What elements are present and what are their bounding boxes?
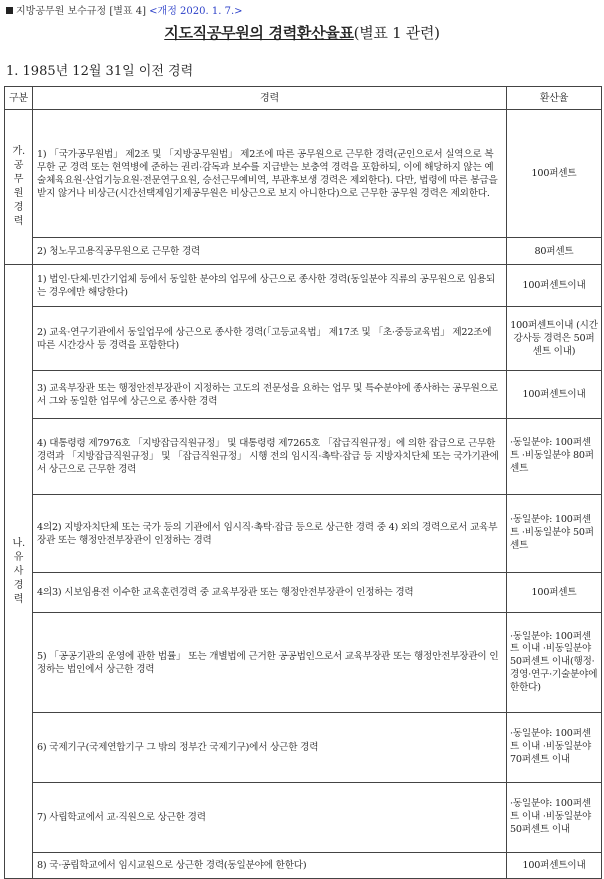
regulation-name: 지방공무원 보수규정	[16, 6, 107, 17]
regulation-header	[6, 2, 243, 17]
table-row	[5, 419, 602, 495]
category-cell-na	[5, 265, 33, 879]
career-cell: 4) 대통령령 제7976호 「지방잡급직원규정」 및 대통령령 제7265호 「잡급직원규정」에 의한 잡급으로 근무한 경력과 「지방잡급직원규정」 및 「잡급직원규정」 시행 전의 임시직·촉탁·잡급 등 지방자치단체 또는 국가기관에서 상근으로 근무한 경력	[33, 419, 507, 495]
career-cell: 4의2) 지방자치단체 또는 국가 등의 기관에서 임시직·촉탁·잡급 등으로 상근한 경력 중 4) 외의 경력으로서 교육부장관 또는 행정안전부장관이 인정하는 경력	[33, 495, 507, 573]
rate-cell: ·동일분야: 100퍼센트 이내 ·비동일분야 50퍼센트 이내	[507, 783, 602, 853]
category-label: 가.공무원경력	[12, 146, 25, 227]
career-cell: 1) 법인·단체·민간기업체 등에서 동일한 분야의 업무에 상근으로 종사한 경력(동일분야 직류의 공무원으로 임용되는 경우에만 해당한다)	[33, 265, 507, 307]
career-cell: 3) 교육부장관 또는 행정안전부장관이 지정하는 고도의 전문성을 요하는 업무 및 특수분야에 종사하는 공무원으로서 그와 동일한 업무에 상근으로 종사한 경력	[33, 371, 507, 419]
rate-cell: 100퍼센트이내	[507, 371, 602, 419]
table-row	[5, 371, 602, 419]
career-cell: 2) 교육·연구기관에서 동일업무에 상근으로 종사한 경력(「고등교육법」 제17조 및 「초·중등교육법」 제22조에 따른 시간강사 등 경력을 포함한다)	[33, 307, 507, 371]
rate-cell: 100퍼센트이내 (시간강사등 경력은 50퍼센트 이내)	[507, 307, 602, 371]
career-cell: 1) 「국가공무원법」 제2조 및 「지방공무원법」 제2조에 따른 공무원으로 근무한 경력(군인으로서 실역으로 복무한 군 경력 또는 현역병에 준하는 권리·감독과 보수를 지급받는 보충역 경력을 포함하되, 이에 해당하지 않는 예술체육요원·산업기능요원·전문연구요원, 승선근무예비역, 부관후보생 경력은 제외한다). 다만, 법령에 따른 봉급을 받지 않거나 비상근(시간선택제임기제공무원은 비상근으로 보지 아니한다)으로 근무한 공무원 경력은 제외한다.	[33, 110, 507, 238]
table-row	[5, 238, 602, 265]
career-cell: 5) 「공공기관의 운영에 관한 법률」 또는 개별법에 근거한 공공법인으로서 교육부장관 또는 행정안전부장관이 인정하는 법인에서 상근한 경력	[33, 613, 507, 713]
rate-cell: ·동일분야: 100퍼센트 이내 ·비동일분야 70퍼센트 이내	[507, 713, 602, 783]
table-row	[5, 713, 602, 783]
career-cell: 6) 국제기구(국제연합기구 그 밖의 정부간 국제기구)에서 상근한 경력	[33, 713, 507, 783]
career-cell: 2) 청노무고용직공무원으로 근무한 경력	[33, 238, 507, 265]
category-cell-ga	[5, 110, 33, 265]
rate-cell: 100퍼센트	[507, 110, 602, 238]
title-sub: (별표 1 관련)	[353, 24, 440, 42]
revision-date: <개정 2020. 1. 7.>	[149, 6, 243, 17]
column-header-rate: 환산율	[507, 87, 602, 110]
table-row	[5, 307, 602, 371]
table-header-row	[5, 87, 602, 110]
rate-cell: 100퍼센트	[507, 573, 602, 613]
category-label: 나.유사경력	[12, 537, 25, 605]
table-row	[5, 265, 602, 307]
career-cell: 7) 사립학교에서 교·직원으로 상근한 경력	[33, 783, 507, 853]
column-header-category: 구분	[5, 87, 33, 110]
table-row	[5, 110, 602, 238]
rate-cell: ·동일분야: 100퍼센트 ·비동일분야 50퍼센트	[507, 495, 602, 573]
career-conversion-table	[4, 86, 602, 879]
column-header-career: 경력	[33, 87, 507, 110]
table-row	[5, 495, 602, 573]
career-cell: 4의3) 시보임용전 이수한 교육훈련경력 중 교육부장관 또는 행정안전부장관이 인정하는 경력	[33, 573, 507, 613]
title-main: 지도직공무원의 경력환산율표	[164, 24, 354, 42]
table-row	[5, 783, 602, 853]
section-heading: 1. 1985년 12월 31일 이전 경력	[6, 64, 194, 79]
rate-cell: 100퍼센트이내	[507, 265, 602, 307]
page-title	[0, 22, 604, 43]
table-row	[5, 613, 602, 713]
rate-cell: 80퍼센트	[507, 238, 602, 265]
square-bullet-icon	[6, 7, 13, 14]
table-reference: [별표 4]	[109, 6, 146, 17]
rate-cell: ·동일분야: 100퍼센트 이내 ·비동일분야 50퍼센트 이내(행정·경영·연구·기술분야에 한한다)	[507, 613, 602, 713]
career-cell: 8) 국·공립학교에서 임시교원으로 상근한 경력(동일분야에 한한다)	[33, 853, 507, 879]
rate-cell: 100퍼센트이내	[507, 853, 602, 879]
table-row	[5, 853, 602, 879]
table-row	[5, 573, 602, 613]
rate-cell: ·동일분야: 100퍼센트 ·비동일분야 80퍼센트	[507, 419, 602, 495]
